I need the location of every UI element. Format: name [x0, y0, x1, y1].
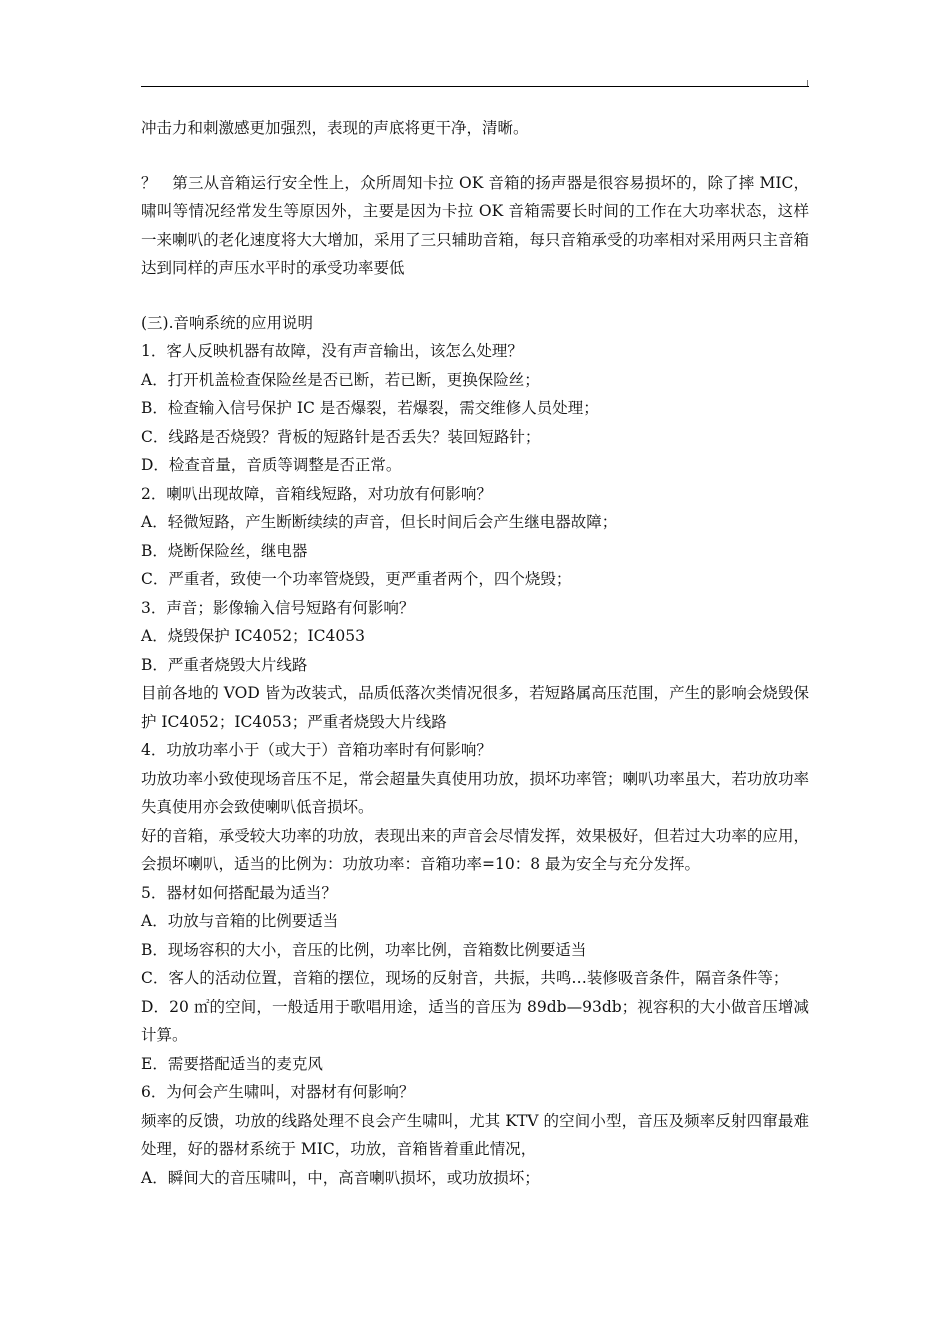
paragraph: 目前各地的 VOD 皆为改装式，品质低落次类情况很多，若短路属高压范围，产生的影响会烧毁保护 IC4052；IC4053；严重者烧毁大片线路 [141, 684, 809, 731]
paragraph-spacer [141, 283, 809, 309]
answer-item: C．线路是否烧毁？背板的短路针是否丢失？装回短路针； [141, 427, 541, 446]
question: 1．客人反映机器有故障，没有声音输出，该怎么处理？ [141, 342, 523, 360]
section-heading: (三).音响系统的应用说明 [141, 313, 314, 332]
paragraph: 功放功率小致使现场音压不足，常会超量失真使用功放，损坏功率管；喇叭功率虽大，若功放功率失真使用亦会致使喇叭低音损坏。 [141, 769, 809, 816]
question: 6．为何会产生啸叫，对器材有何影响？ [141, 1083, 415, 1101]
answer-item: A．瞬间大的音压啸叫，中，高音喇叭损坏，或功放损坏； [141, 1168, 540, 1187]
answer-item: A．功放与音箱的比例要适当 [141, 912, 339, 930]
answer-item: D．检查音量，音质等调整是否正常。 [141, 456, 402, 474]
answer-item: B．现场容积的大小，音压的比例，功率比例，音箱数比例要适当 [141, 940, 587, 959]
answer-item: A．轻微短路，产生断断续续的声音，但长时间后会产生继电器故障； [141, 513, 618, 531]
answer-item: B．检查输入信号保护 IC 是否爆裂，若爆裂，需交维修人员处理； [141, 399, 599, 417]
question: 4．功放功率小于（或大于）音箱功率时有何影响？ [141, 741, 492, 759]
answer-item: B．烧断保险丝，继电器 [141, 541, 308, 560]
paragraph: 冲击力和刺激感更加强烈，表现的声底将更干净，清晰。 [141, 119, 529, 137]
answer-item: D．20 ㎡的空间，一般适用于歌唱用途，适当的音压为 89db—93db；视容积的大小做音压增减计算。 [141, 997, 809, 1044]
answer-item: B．严重者烧毁大片线路 [141, 655, 308, 674]
paragraph-spacer [141, 143, 809, 169]
paragraph: ？ 第三从音箱运行安全性上，众所周知卡拉 OK 音箱的扬声器是很容易损坏的，除了摔 MIC，啸叫等情况经常发生等原因外，主要是因为卡拉 OK 音箱需要长时间的工作在大功率状态，这样一来喇叭的老化速度将大大增加，采用了三只辅助音箱，每只音箱承受的功率相对采用两只主音箱达到同样的声压水平时的承受功率要低 [141, 173, 809, 277]
answer-item: A．打开机盖检查保险丝是否已断，若已断，更换保险丝； [141, 370, 540, 389]
question: 2．喇叭出现故障，音箱线短路，对功放有何影响？ [141, 484, 492, 503]
paragraph: 好的音箱，承受较大功率的功放，表现出来的声音会尽情发挥，效果极好，但若过大功率的应用，会损坏喇叭，适当的比例为：功放功率：音箱功率=10：8 最为安全与充分发挥。 [141, 826, 809, 873]
header-rule [141, 86, 809, 87]
answer-item: C．客人的活动位置，音箱的摆位，现场的反射音，共振，共鸣…装修吸音条件，隔音条件等； [141, 969, 789, 987]
answer-item: A．烧毁保护 IC4052；IC4053 [141, 627, 365, 645]
document-body [141, 114, 809, 1192]
header-corner-mark [807, 80, 808, 86]
question: 3．声音；影像输入信号短路有何影响？ [141, 598, 415, 617]
answer-item: C．严重者，致使一个功率管烧毁，更严重者两个，四个烧毁； [141, 570, 572, 588]
paragraph: 频率的反馈，功放的线路处理不良会产生啸叫，尤其 KTV 的空间小型，音压及频率反射四窜最难处理，好的器材系统于 MIC，功放，音箱皆着重此情况， [141, 1111, 809, 1158]
question: 5．器材如何搭配最为适当？ [141, 883, 337, 902]
answer-item: E．需要搭配适当的麦克风 [141, 1054, 323, 1073]
